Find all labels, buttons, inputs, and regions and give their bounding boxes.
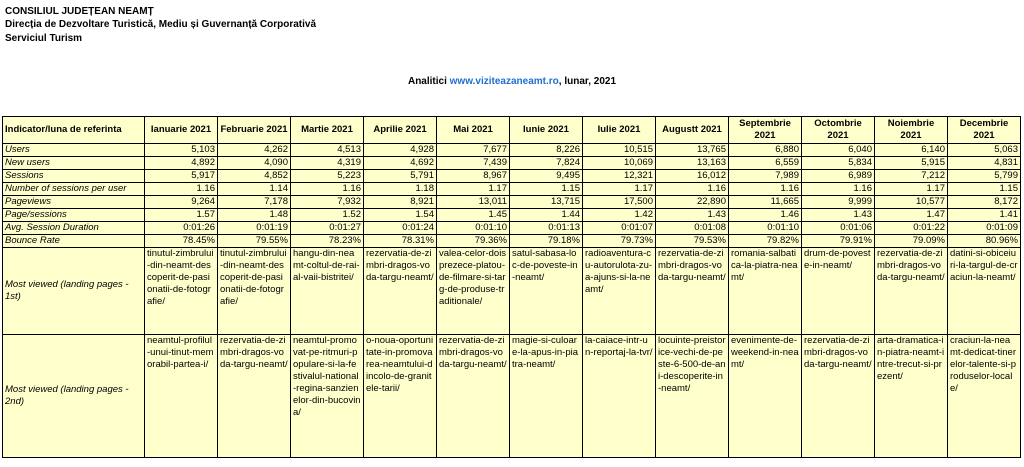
metric-value: 0:01:24 — [364, 222, 437, 235]
metric-value: 1.17 — [437, 183, 510, 196]
landing-page-cell: rezervatia-de-zimbri-dragos-voda-targu-neamt/ — [802, 335, 875, 458]
metric-value: 1.14 — [218, 183, 291, 196]
metric-value: 1.17 — [583, 183, 656, 196]
landing-page-cell: neamtul-profilul-unui-tinut-memorabil-partea-i/ — [145, 335, 218, 458]
metric-value: 1.57 — [145, 209, 218, 222]
metric-value: 5,223 — [291, 170, 364, 183]
metric-value: 79.09% — [875, 235, 948, 248]
landing-page-cell: rezervatia-de-zimbri-dragos-voda-targu-neamt/ — [656, 248, 729, 335]
metric-value: 1.15 — [948, 183, 1021, 196]
metric-value: 78.31% — [364, 235, 437, 248]
metric-value: 13,765 — [656, 144, 729, 157]
metric-value: 0:01:09 — [948, 222, 1021, 235]
service-name: Serviciul Turism — [5, 33, 83, 44]
metric-value: 1.54 — [364, 209, 437, 222]
metric-value: 0:01:07 — [583, 222, 656, 235]
metric-row — [3, 144, 1021, 157]
metric-value: 1.52 — [291, 209, 364, 222]
metric-value: 0:01:13 — [510, 222, 583, 235]
metric-value: 1.42 — [583, 209, 656, 222]
metric-value: 10,515 — [583, 144, 656, 157]
metric-row — [3, 196, 1021, 209]
landing-pages-row — [3, 335, 1021, 458]
metric-value: 13,163 — [656, 157, 729, 170]
metric-value: 22,890 — [656, 196, 729, 209]
metric-value: 4,892 — [145, 157, 218, 170]
metric-value: 6,140 — [875, 144, 948, 157]
metric-value: 79.18% — [510, 235, 583, 248]
corner-cell: Indicator/luna de referinta — [3, 117, 145, 144]
report-title-suffix: , lunar, 2021 — [558, 76, 617, 87]
metric-value: 7,932 — [291, 196, 364, 209]
landing-page-cell: datini-si-obiceiuri-la-targul-de-craciun-la-neamt/ — [948, 248, 1021, 335]
metric-value: 1.16 — [145, 183, 218, 196]
landing-pages-row — [3, 248, 1021, 335]
landing-page-cell: rezervatia-de-zimbri-dragos-voda-targu-neamt/ — [364, 248, 437, 335]
month-header: Februarie 2021 — [218, 117, 291, 144]
metric-value: 17,500 — [583, 196, 656, 209]
metric-value: 11,665 — [729, 196, 802, 209]
header-row — [3, 117, 1021, 144]
metric-value: 4,852 — [218, 170, 291, 183]
metric-value: 6,040 — [802, 144, 875, 157]
metric-value: 79.73% — [583, 235, 656, 248]
metric-value: 4,928 — [364, 144, 437, 157]
metric-value: 79.36% — [437, 235, 510, 248]
metric-row — [3, 157, 1021, 170]
metric-value: 5,799 — [948, 170, 1021, 183]
metric-value: 7,989 — [729, 170, 802, 183]
month-header: Septembrie 2021 — [729, 117, 802, 144]
month-header: Decembrie 2021 — [948, 117, 1021, 144]
metric-value: 9,495 — [510, 170, 583, 183]
landing-page-cell: locuinte-preistorice-vechi-de-peste-6-500-de-ani-descoperite-in-neamt/ — [656, 335, 729, 458]
metric-value: 8,967 — [437, 170, 510, 183]
metric-value: 5,103 — [145, 144, 218, 157]
metric-value: 6,559 — [729, 157, 802, 170]
metric-value: 5,063 — [948, 144, 1021, 157]
report-title-prefix: Analitici — [407, 76, 450, 87]
metric-value: 78.23% — [291, 235, 364, 248]
metric-label: Sessions — [3, 170, 145, 183]
month-header: Aprilie 2021 — [364, 117, 437, 144]
metric-label: Bounce Rate — [3, 235, 145, 248]
month-header: Iulie 2021 — [583, 117, 656, 144]
metric-value: 5,791 — [364, 170, 437, 183]
metric-value: 4,831 — [948, 157, 1021, 170]
metric-value: 8,226 — [510, 144, 583, 157]
landing-page-cell: radioaventura-cu-autorulota-zu-a-ajuns-si-la-neamt/ — [583, 248, 656, 335]
landing-page-cell: arta-dramatica-in-piatra-neamt-intre-trecut-si-prezent/ — [875, 335, 948, 458]
landing-page-cell: tinutul-zimbrului-din-neamt-descoperit-de-pasionatii-de-fotografie/ — [218, 248, 291, 335]
month-header: Mai 2021 — [437, 117, 510, 144]
directorate-name: Direcția de Dezvoltare Turistică, Mediu și Guvernanță Corporativă — [5, 19, 317, 30]
metric-value: 1.41 — [948, 209, 1021, 222]
metric-label: Number of sessions per user — [3, 183, 145, 196]
landing-page-cell: evenimente-de-weekend-in-neamt/ — [729, 335, 802, 458]
metric-value: 10,577 — [875, 196, 948, 209]
landing-page-cell: drum-de-poveste-in-neamt/ — [802, 248, 875, 335]
month-header: Augustt 2021 — [656, 117, 729, 144]
month-header: Octombrie 2021 — [802, 117, 875, 144]
metric-value: 13,715 — [510, 196, 583, 209]
landing-page-cell: hangu-din-neamt-coltul-de-rai-al-vaii-bistritei/ — [291, 248, 364, 335]
metric-value: 16,012 — [656, 170, 729, 183]
metric-value: 1.15 — [510, 183, 583, 196]
metric-value: 5,834 — [802, 157, 875, 170]
metric-value: 1.48 — [218, 209, 291, 222]
metric-value: 1.16 — [656, 183, 729, 196]
metric-value: 7,178 — [218, 196, 291, 209]
month-header: Noiembrie 2021 — [875, 117, 948, 144]
metric-value: 10,069 — [583, 157, 656, 170]
metric-value: 5,917 — [145, 170, 218, 183]
metric-label: New users — [3, 157, 145, 170]
metric-value: 0:01:08 — [656, 222, 729, 235]
landing-page-cell: o-noua-oportunitate-in-promovarea-neamtului-dincolo-de-granitele-tarii/ — [364, 335, 437, 458]
metric-label: Avg. Session Duration — [3, 222, 145, 235]
metric-row — [3, 222, 1021, 235]
metric-value: 0:01:10 — [729, 222, 802, 235]
metric-value: 1.47 — [875, 209, 948, 222]
website-link[interactable]: www.viziteazaneamt.ro — [449, 76, 559, 87]
metric-value: 0:01:26 — [145, 222, 218, 235]
metric-value: 7,212 — [875, 170, 948, 183]
metric-value: 1.44 — [510, 209, 583, 222]
landing-page-cell: magie-si-culoare-la-apus-in-piatra-neamt/ — [510, 335, 583, 458]
metric-value: 7,677 — [437, 144, 510, 157]
landing-page-cell: rezervatia-de-zimbri-dragos-voda-targu-neamt/ — [437, 335, 510, 458]
landing-page-cell: tinutul-zimbrului-din-neamt-descoperit-de-pasionatii-de-fotografie/ — [145, 248, 218, 335]
landing-pages-label: Most viewed (landing pages - 1st) — [3, 248, 145, 335]
landing-page-cell: rezervatia-de-zimbri-dragos-voda-targu-neamt/ — [218, 335, 291, 458]
metric-value: 9,999 — [802, 196, 875, 209]
metric-value: 1.16 — [291, 183, 364, 196]
month-header: Iunie 2021 — [510, 117, 583, 144]
metric-value: 4,513 — [291, 144, 364, 157]
metric-value: 4,319 — [291, 157, 364, 170]
metric-value: 78.45% — [145, 235, 218, 248]
metric-value: 8,172 — [948, 196, 1021, 209]
metric-row — [3, 170, 1021, 183]
metric-value: 12,321 — [583, 170, 656, 183]
month-header: Ianuarie 2021 — [145, 117, 218, 144]
metric-value: 0:01:10 — [437, 222, 510, 235]
metric-value: 4,262 — [218, 144, 291, 157]
metric-value: 1.45 — [437, 209, 510, 222]
metric-value: 6,880 — [729, 144, 802, 157]
landing-page-cell: la-caiace-intr-un-reportaj-la-tvr/ — [583, 335, 656, 458]
metric-label: Page/sessions — [3, 209, 145, 222]
metric-value: 6,989 — [802, 170, 875, 183]
metric-value: 4,692 — [364, 157, 437, 170]
landing-page-cell: neamtul-promovat-pe-ritmuri-populare-si-la-festivalul-national-regina-sanzienelor-din-bucovina/ — [291, 335, 364, 458]
metric-value: 13,011 — [437, 196, 510, 209]
metric-value: 1.18 — [364, 183, 437, 196]
metric-value: 80.96% — [948, 235, 1021, 248]
metric-value: 0:01:19 — [218, 222, 291, 235]
metric-value: 1.43 — [802, 209, 875, 222]
metric-value: 1.43 — [656, 209, 729, 222]
metric-value: 9,264 — [145, 196, 218, 209]
metric-value: 1.16 — [802, 183, 875, 196]
metric-label: Pageviews — [3, 196, 145, 209]
metric-value: 0:01:06 — [802, 222, 875, 235]
metric-value: 1.17 — [875, 183, 948, 196]
metric-value: 79.55% — [218, 235, 291, 248]
org-name: CONSILIUL JUDEȚEAN NEAMȚ — [5, 6, 154, 17]
metric-value: 0:01:22 — [875, 222, 948, 235]
metric-row — [3, 209, 1021, 222]
metric-row — [3, 183, 1021, 196]
metric-value: 7,439 — [437, 157, 510, 170]
metric-value: 79.82% — [729, 235, 802, 248]
landing-page-cell: romania-salbatica-la-piatra-neamt/ — [729, 248, 802, 335]
landing-page-cell: satul-sabasa-loc-de-poveste-in-neamt/ — [510, 248, 583, 335]
analytics-table — [2, 116, 1021, 458]
landing-page-cell: craciun-la-neamt-dedicat-tinerelor-talente-si-produselor-locale/ — [948, 335, 1021, 458]
metric-value: 1.16 — [729, 183, 802, 196]
metric-value: 0:01:27 — [291, 222, 364, 235]
landing-page-cell: rezervatia-de-zimbri-dragos-voda-targu-neamt/ — [875, 248, 948, 335]
metric-value: 79.53% — [656, 235, 729, 248]
metric-value: 7,824 — [510, 157, 583, 170]
metric-value: 5,915 — [875, 157, 948, 170]
month-header: Martie 2021 — [291, 117, 364, 144]
metric-value: 4,090 — [218, 157, 291, 170]
metric-row — [3, 235, 1021, 248]
metric-value: 79.91% — [802, 235, 875, 248]
metric-value: 1.46 — [729, 209, 802, 222]
landing-page-cell: valea-celor-doisprezece-platou-de-filmare-si-targ-de-produse-traditionale/ — [437, 248, 510, 335]
report-title — [0, 76, 1024, 87]
metric-value: 8,921 — [364, 196, 437, 209]
metric-label: Users — [3, 144, 145, 157]
landing-pages-label: Most viewed (landing pages - 2nd) — [3, 335, 145, 458]
